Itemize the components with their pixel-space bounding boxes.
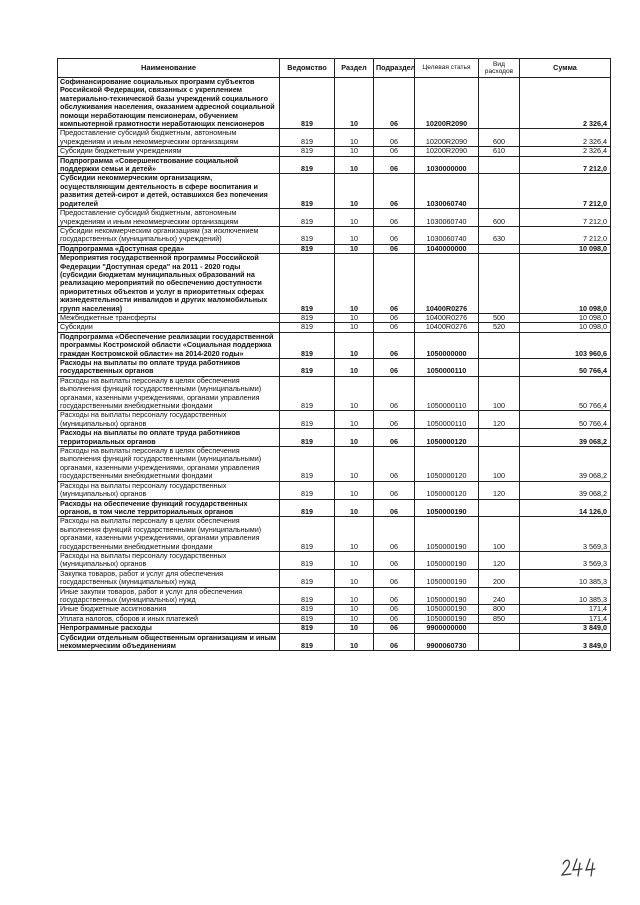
row-section: 10	[335, 254, 374, 314]
row-amount: 3 569,3	[520, 551, 611, 569]
row-subsection: 06	[374, 587, 415, 605]
row-amount: 7 212,0	[520, 174, 611, 209]
row-section: 10	[335, 78, 374, 129]
row-exp-type: 600	[479, 209, 520, 227]
row-exp-type: 610	[479, 147, 520, 156]
row-name: Субсидии	[58, 323, 280, 332]
row-amount: 10 098,0	[520, 323, 611, 332]
row-amount: 103 960,6	[520, 332, 611, 358]
table-row	[58, 209, 611, 227]
row-target: 10200R2090	[415, 147, 479, 156]
row-amount: 50 766,4	[520, 359, 611, 377]
col-name-header: Наименование	[58, 59, 280, 78]
row-subsection: 06	[374, 499, 415, 517]
row-name: Подпрограмма «Обеспечение реализации государственной программы Костромской области «Социальная поддержка граждан Костромской области» на 2014-2020 годы»	[58, 332, 280, 358]
row-section: 10	[335, 226, 374, 244]
row-dept: 819	[280, 78, 335, 129]
row-subsection: 06	[374, 313, 415, 322]
row-dept: 819	[280, 323, 335, 332]
row-dept: 819	[280, 517, 335, 552]
row-dept: 819	[280, 587, 335, 605]
row-exp-type	[479, 359, 520, 377]
row-exp-type	[479, 332, 520, 358]
table-row	[58, 359, 611, 377]
table-row	[58, 147, 611, 156]
row-amount: 3 849,0	[520, 633, 611, 651]
row-target: 1050000190	[415, 517, 479, 552]
row-name: Расходы на выплаты персоналу государственных (муниципальных) органов	[58, 551, 280, 569]
row-target: 1050000190	[415, 614, 479, 623]
row-exp-type	[479, 429, 520, 447]
row-dept: 819	[280, 244, 335, 253]
row-section: 10	[335, 174, 374, 209]
table-row	[58, 605, 611, 614]
page-number-handwritten	[560, 855, 600, 879]
row-exp-type	[479, 174, 520, 209]
row-subsection: 06	[374, 78, 415, 129]
row-name: Межбюджетные трансферты	[58, 313, 280, 322]
row-section: 10	[335, 429, 374, 447]
row-target: 1050000110	[415, 411, 479, 429]
row-amount: 50 766,4	[520, 411, 611, 429]
row-target: 1050000110	[415, 359, 479, 377]
table-header-row	[58, 59, 611, 78]
budget-table	[57, 58, 611, 651]
row-target: 1050000120	[415, 447, 479, 482]
table-row	[58, 323, 611, 332]
row-amount: 7 212,0	[520, 226, 611, 244]
row-exp-type: 100	[479, 447, 520, 482]
row-exp-type: 800	[479, 605, 520, 614]
row-section: 10	[335, 605, 374, 614]
row-target: 10200R2090	[415, 78, 479, 129]
row-amount: 39 068,2	[520, 447, 611, 482]
row-section: 10	[335, 551, 374, 569]
table-row	[58, 174, 611, 209]
row-section: 10	[335, 313, 374, 322]
row-amount: 7 212,0	[520, 156, 611, 174]
row-subsection: 06	[374, 633, 415, 651]
row-dept: 819	[280, 429, 335, 447]
row-dept: 819	[280, 481, 335, 499]
row-dept: 819	[280, 376, 335, 411]
row-exp-type: 100	[479, 376, 520, 411]
row-amount: 10 385,3	[520, 587, 611, 605]
row-section: 10	[335, 614, 374, 623]
row-section: 10	[335, 411, 374, 429]
row-name: Расходы на выплаты персоналу в целях обеспечения выполнения функций государственными (муниципальными) органами, казенными учреждениями, органами управления государственными внебюджетными фондами	[58, 517, 280, 552]
row-dept: 819	[280, 633, 335, 651]
row-subsection: 06	[374, 147, 415, 156]
row-name: Расходы на выплаты персоналу государственных (муниципальных) органов	[58, 481, 280, 499]
row-dept: 819	[280, 624, 335, 633]
row-amount: 171,4	[520, 605, 611, 614]
row-target: 1050000110	[415, 376, 479, 411]
row-subsection: 06	[374, 254, 415, 314]
row-name: Подпрограмма «Доступная среда»	[58, 244, 280, 253]
row-target: 1050000000	[415, 332, 479, 358]
row-dept: 819	[280, 569, 335, 587]
row-name: Расходы на выплаты персоналу государственных (муниципальных) органов	[58, 411, 280, 429]
row-target: 1050000190	[415, 605, 479, 614]
row-section: 10	[335, 323, 374, 332]
row-amount: 10 098,0	[520, 254, 611, 314]
row-exp-type: 630	[479, 226, 520, 244]
col-exp-type-header: Вид расходов	[479, 59, 520, 78]
row-subsection: 06	[374, 569, 415, 587]
table-row	[58, 254, 611, 314]
table-row	[58, 624, 611, 633]
row-name: Непрограммные расходы	[58, 624, 280, 633]
row-amount: 10 098,0	[520, 244, 611, 253]
row-name: Расходы на выплаты по оплате труда работников территориальных органов	[58, 429, 280, 447]
row-exp-type	[479, 156, 520, 174]
row-exp-type: 240	[479, 587, 520, 605]
row-subsection: 06	[374, 359, 415, 377]
row-dept: 819	[280, 147, 335, 156]
row-target: 1050000120	[415, 429, 479, 447]
row-subsection: 06	[374, 614, 415, 623]
row-amount: 2 326,4	[520, 78, 611, 129]
row-section: 10	[335, 209, 374, 227]
row-amount: 39 068,2	[520, 481, 611, 499]
row-amount: 50 766,4	[520, 376, 611, 411]
row-subsection: 06	[374, 624, 415, 633]
row-subsection: 06	[374, 376, 415, 411]
row-dept: 819	[280, 129, 335, 147]
row-target: 10400R0276	[415, 254, 479, 314]
table-row	[58, 447, 611, 482]
row-amount: 171,4	[520, 614, 611, 623]
col-amount-header: Сумма	[520, 59, 611, 78]
col-section-header: Раздел	[335, 59, 374, 78]
row-section: 10	[335, 447, 374, 482]
table-row	[58, 129, 611, 147]
row-section: 10	[335, 517, 374, 552]
table-row	[58, 78, 611, 129]
row-target: 1050000190	[415, 569, 479, 587]
row-target: 9900060730	[415, 633, 479, 651]
row-section: 10	[335, 569, 374, 587]
row-amount: 10 385,3	[520, 569, 611, 587]
row-section: 10	[335, 147, 374, 156]
row-name: Иные бюджетные ассигнования	[58, 605, 280, 614]
row-section: 10	[335, 129, 374, 147]
row-exp-type	[479, 78, 520, 129]
row-exp-type: 120	[479, 551, 520, 569]
row-section: 10	[335, 244, 374, 253]
row-subsection: 06	[374, 551, 415, 569]
table-row	[58, 411, 611, 429]
row-dept: 819	[280, 499, 335, 517]
row-exp-type: 600	[479, 129, 520, 147]
row-section: 10	[335, 481, 374, 499]
row-target: 1030060740	[415, 209, 479, 227]
row-amount: 39 068,2	[520, 429, 611, 447]
row-name: Расходы на выплаты персоналу в целях обеспечения выполнения функций государственными (муниципальными) органами, казенными учреждениями, органами управления государственными внебюджетными фондами	[58, 447, 280, 482]
row-name: Расходы на выплаты по оплате труда работников государственных органов	[58, 359, 280, 377]
col-subsection-header: Подраздел	[374, 59, 415, 78]
row-exp-type: 200	[479, 569, 520, 587]
row-target: 1030000000	[415, 156, 479, 174]
row-dept: 819	[280, 551, 335, 569]
table-row	[58, 633, 611, 651]
row-section: 10	[335, 359, 374, 377]
table-row	[58, 376, 611, 411]
row-dept: 819	[280, 605, 335, 614]
row-subsection: 06	[374, 174, 415, 209]
col-dept-header: Ведомство	[280, 59, 335, 78]
row-amount: 3 849,0	[520, 624, 611, 633]
row-name: Закупка товаров, работ и услуг для обеспечения государственных (муниципальных) нужд	[58, 569, 280, 587]
row-name: Софинансирование социальных программ субъектов Российской Федерации, связанных с укреплением материально-технической базы учреждений социального обслуживания населения, оказанием адресной социальной помощи неработающим пенсионерам, обучением компьютерной грамотности неработающих пенсионеров	[58, 78, 280, 129]
row-target: 10400R0276	[415, 323, 479, 332]
table-row	[58, 429, 611, 447]
row-exp-type	[479, 254, 520, 314]
row-target: 1050000120	[415, 481, 479, 499]
row-subsection: 06	[374, 481, 415, 499]
row-target: 9900000000	[415, 624, 479, 633]
row-exp-type: 520	[479, 323, 520, 332]
row-subsection: 06	[374, 429, 415, 447]
row-dept: 819	[280, 359, 335, 377]
row-target: 1030060740	[415, 226, 479, 244]
row-dept: 819	[280, 174, 335, 209]
table-row	[58, 569, 611, 587]
row-exp-type	[479, 624, 520, 633]
table-row	[58, 551, 611, 569]
row-section: 10	[335, 332, 374, 358]
row-amount: 7 212,0	[520, 209, 611, 227]
row-amount: 2 326,4	[520, 129, 611, 147]
row-amount: 14 126,0	[520, 499, 611, 517]
row-subsection: 06	[374, 447, 415, 482]
row-section: 10	[335, 624, 374, 633]
row-name: Расходы на обеспечение функций государственных органов, в том числе территориальных органов	[58, 499, 280, 517]
row-exp-type: 100	[479, 517, 520, 552]
row-target: 1050000190	[415, 499, 479, 517]
row-exp-type	[479, 244, 520, 253]
row-section: 10	[335, 376, 374, 411]
row-name: Предоставление субсидий бюджетным, автономным учреждениям и иным некоммерческим организациям	[58, 209, 280, 227]
row-subsection: 06	[374, 156, 415, 174]
row-dept: 819	[280, 156, 335, 174]
row-subsection: 06	[374, 332, 415, 358]
row-target: 1050000190	[415, 587, 479, 605]
row-dept: 819	[280, 254, 335, 314]
row-target: 10400R0276	[415, 313, 479, 322]
row-exp-type	[479, 499, 520, 517]
row-dept: 819	[280, 447, 335, 482]
row-dept: 819	[280, 313, 335, 322]
row-subsection: 06	[374, 323, 415, 332]
row-subsection: 06	[374, 209, 415, 227]
row-subsection: 06	[374, 129, 415, 147]
table-row	[58, 499, 611, 517]
row-name: Мероприятия государственной программы Российской Федерации "Доступная среда" на 2011 - 2020 годы (субсидии бюджетам муниципальных образований на реализацию мероприятий по обеспечению доступности приоритетных объектов и услуг в приоритетных сферах жизнедеятельности инвалидов и других маломобильных групп населения)	[58, 254, 280, 314]
row-exp-type: 850	[479, 614, 520, 623]
row-dept: 819	[280, 209, 335, 227]
table-row	[58, 517, 611, 552]
row-exp-type	[479, 633, 520, 651]
row-section: 10	[335, 499, 374, 517]
col-target-header: Целевая статья	[415, 59, 479, 78]
row-name: Иные закупки товаров, работ и услуг для обеспечения государственных (муниципальных) нужд	[58, 587, 280, 605]
row-name: Предоставление субсидий бюджетным, автономным учреждениям и иным некоммерческим организациям	[58, 129, 280, 147]
row-name: Субсидии бюджетным учреждениям	[58, 147, 280, 156]
row-exp-type: 500	[479, 313, 520, 322]
table-row	[58, 226, 611, 244]
row-exp-type: 120	[479, 411, 520, 429]
row-name: Подпрограмма «Совершенствование социальной поддержки семьи и детей»	[58, 156, 280, 174]
row-subsection: 06	[374, 244, 415, 253]
row-target: 1040000000	[415, 244, 479, 253]
table-row	[58, 587, 611, 605]
row-target: 10200R2090	[415, 129, 479, 147]
row-name: Уплата налогов, сборов и иных платежей	[58, 614, 280, 623]
row-subsection: 06	[374, 411, 415, 429]
row-section: 10	[335, 587, 374, 605]
row-section: 10	[335, 633, 374, 651]
row-dept: 819	[280, 332, 335, 358]
row-name: Расходы на выплаты персоналу в целях обеспечения выполнения функций государственными (муниципальными) органами, казенными учреждениями, органами управления государственными внебюджетными фондами	[58, 376, 280, 411]
table-body	[58, 78, 611, 651]
row-name: Субсидии некоммерческим организациям, осуществляющим деятельность в сфере воспитания и развития детей-сирот и детей, оставшихся без попечения родителей	[58, 174, 280, 209]
table-row	[58, 481, 611, 499]
row-amount: 2 326,4	[520, 147, 611, 156]
row-dept: 819	[280, 226, 335, 244]
row-exp-type: 120	[479, 481, 520, 499]
table-row	[58, 332, 611, 358]
row-target: 1030060740	[415, 174, 479, 209]
row-section: 10	[335, 156, 374, 174]
row-subsection: 06	[374, 517, 415, 552]
row-name: Субсидии отдельным общественным организациям и иным некоммерческим объединениям	[58, 633, 280, 651]
row-name: Субсидии некоммерческим организациям (за исключением государственных (муниципальных) учреждений)	[58, 226, 280, 244]
row-target: 1050000190	[415, 551, 479, 569]
row-amount: 10 098,0	[520, 313, 611, 322]
row-dept: 819	[280, 411, 335, 429]
row-subsection: 06	[374, 605, 415, 614]
row-subsection: 06	[374, 226, 415, 244]
table-row	[58, 313, 611, 322]
row-dept: 819	[280, 614, 335, 623]
row-amount: 3 569,3	[520, 517, 611, 552]
table-row	[58, 156, 611, 174]
